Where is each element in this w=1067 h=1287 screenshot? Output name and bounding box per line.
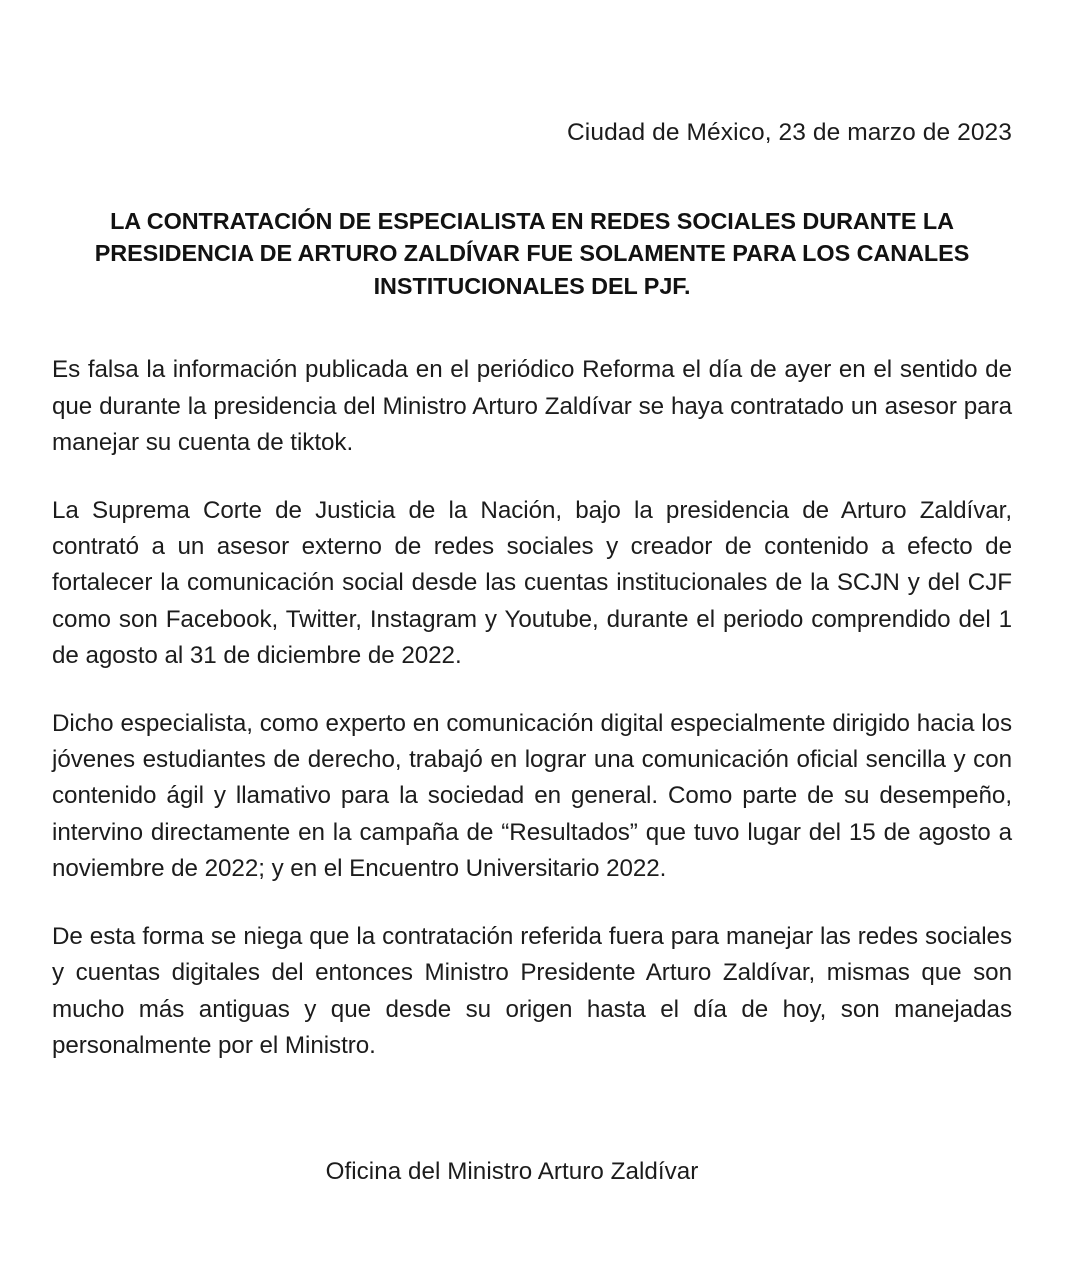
body-paragraph: Es falsa la información publicada en el periódico Reforma el día de ayer en el sentido de que durante la presidencia del Ministro Arturo Zaldívar se haya contratado un asesor para manejar su cuenta de tiktok. <box>52 356 1012 457</box>
signature-line: Oficina del Ministro Arturo Zaldívar <box>325 1158 699 1186</box>
document-body <box>52 352 1012 1064</box>
body-paragraph: Dicho especialista, como experto en comunicación digital especialmente dirigido hacia los jóvenes estudiantes de derecho, trabajó en lograr una comunicación oficial sencilla y con contenido ágil y llamativo para la sociedad en general. Como parte de su desempeño, intervino directamente en la campaña de “Resultados” que tuvo lugar del 15 de agosto a noviembre de 2022; y en el Encuentro Universitario 2022. <box>52 709 1012 883</box>
document-content <box>52 0 1012 1188</box>
dateline: Ciudad de México, 23 de marzo de 2023 <box>567 119 1012 146</box>
body-paragraph: La Suprema Corte de Justicia de la Nación, bajo la presidencia de Arturo Zaldívar, contrató a un asesor externo de redes sociales y creador de contenido a efecto de fortalecer la comunicación social desde las cuentas institucionales de la SCJN y del CJF como son Facebook, Twitter, Instagram y Youtube, durante el periodo comprendido del 1 de agosto al 31 de diciembre de 2022. <box>52 496 1012 670</box>
page-title: LA CONTRATACIÓN DE ESPECIALISTA EN REDES SOCIALES DURANTE LA PRESIDENCIA DE ARTURO ZALDÍVAR FUE SOLAMENTE PARA LOS CANALES INSTITUCIONALES DEL PJF. <box>94 207 970 299</box>
body-paragraph: De esta forma se niega que la contratación referida fuera para manejar las redes sociales y cuentas digitales del entonces Ministro Presidente Arturo Zaldívar, mismas que son mucho más antiguas y que desde su origen hasta el día de hoy, son manejadas personalmente por el Ministro. <box>52 922 1012 1059</box>
